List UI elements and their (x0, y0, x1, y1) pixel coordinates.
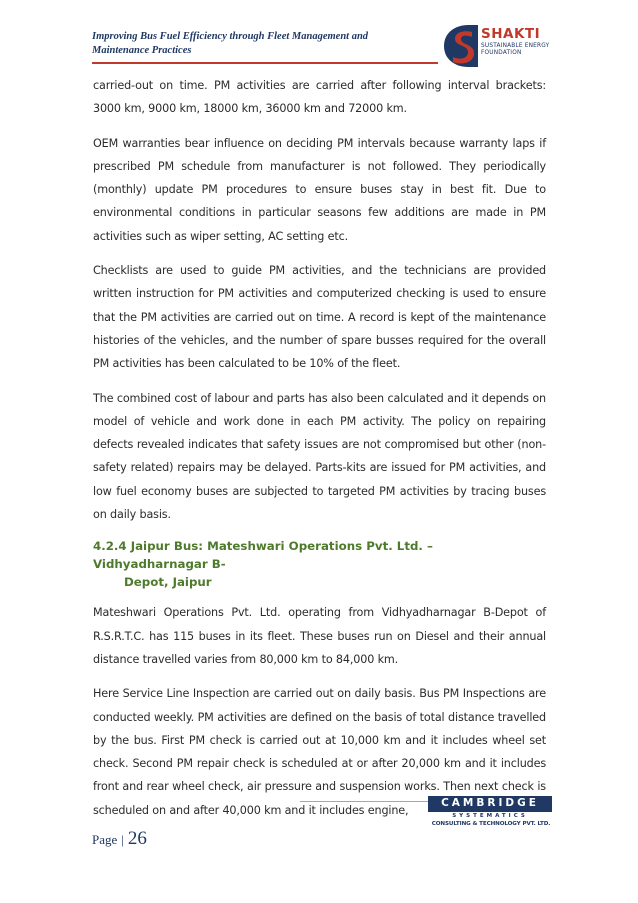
shakti-logo-sub1: SUSTAINABLE ENERGY (481, 43, 550, 49)
section-heading (93, 537, 546, 591)
section-heading-line2: Depot, Jaipur (124, 575, 212, 590)
cambridge-logo-systematics: SYSTEMATICS (452, 813, 528, 819)
paragraph-oem-warranties: OEM warranties bear influence on deciding PM intervals because warranty laps if prescribed PM schedule from manufacturer is not followed. They periodically (monthly) update PM procedures to ensure buses stay in best fit. Due to environmental conditions in particular seasons few additions are made in PM activities such as wiper setting, AC setting etc. (93, 136, 546, 243)
section-heading-line1: 4.2.4 Jaipur Bus: Mateshwari Operations Pvt. Ltd. – Vidhyadharnagar B- (93, 539, 433, 572)
paragraph-pm-intervals: carried-out on time. PM activities are carried after following interval brackets: 3000 km, 9000 km, 18000 km, 36000 km and 72000 km. (93, 79, 546, 116)
paragraph-checklists: Checklists are used to guide PM activities, and the technicians are provided written instruction for PM activities and computerized checking is used to ensure that the PM activities are carried out on time. A record is kept of the maintenance histories of the vehicles, and the number of spare busses required for the overall PM activities has been calculated to be 10% of the fleet. (93, 264, 546, 371)
paragraph-service-line: Here Service Line Inspection are carried out on daily basis. Bus PM Inspections are conducted weekly. PM activities are defined on the basis of total distance travelled by the bus. First PM check is carried out at 10,000 km and it includes wheel set check. Second PM repair check is scheduled at or after 20,000 km and it includes front and rear wheel check, air pressure and suspension works. Then next check is scheduled on and after 40,000 km and it includes engine, (93, 687, 546, 817)
cambridge-logo-name: CAMBRIDGE (441, 797, 539, 809)
paragraph-mateshwari-fleet: Mateshwari Operations Pvt. Ltd. operating from Vidhyadharnagar B-Depot of R.S.R.T.C. has 115 buses in its fleet. These buses run on Diesel and their annual distance travelled varies from 80,000 km to 84,000 km. (93, 606, 546, 666)
header-title-line2: Maintenance Practices (92, 45, 192, 56)
footer-divider (300, 801, 430, 802)
paragraph-combined-cost: The combined cost of labour and parts has also been calculated and it depends on model of vehicle and work done in each PM activity. The policy on repairing defects revealed indicates that safety issues are not compromised but other (non-safety related) repairs may be delayed. Parts-kits are issued for PM activities, and low fuel economy buses are subjected to targeted PM activities by tracing buses on daily basis. (93, 391, 546, 522)
cambridge-logo-tagline: CONSULTING & TECHNOLOGY PVT. LTD. (431, 821, 551, 827)
shakti-logo-name: SHAKTI (481, 26, 541, 42)
page-separator: | (121, 832, 124, 847)
page-number-value: 26 (127, 828, 147, 849)
header-title-line1: Improving Bus Fuel Efficiency through Fleet Management and (92, 31, 369, 42)
cambridge-logo (428, 796, 554, 836)
shakti-logo-subtitle (481, 43, 549, 57)
page-body (93, 74, 546, 833)
page-number (92, 828, 147, 850)
shakti-logo-sub2: FOUNDATION (481, 49, 522, 56)
header-divider (92, 62, 438, 64)
page-label: Page (92, 832, 118, 847)
